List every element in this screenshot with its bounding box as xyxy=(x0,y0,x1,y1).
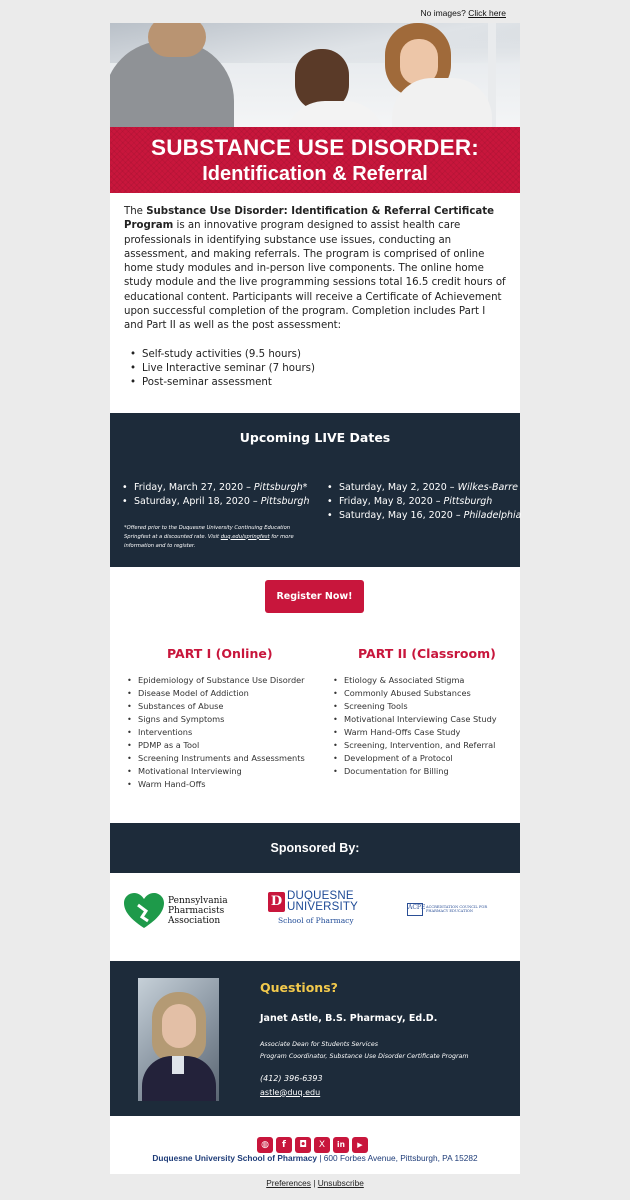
contact-phone: (412) 396-6393 xyxy=(260,1073,323,1083)
list-item: • Commonly Abused Substances xyxy=(333,687,497,700)
program-components-list xyxy=(124,348,506,391)
date-item: • Friday, May 8, 2020 – Pittsburgh xyxy=(327,495,522,509)
register-now-button[interactable]: Register Now! xyxy=(265,580,364,613)
social-icons xyxy=(257,1137,368,1153)
part-2-heading: PART II (Classroom) xyxy=(358,645,496,661)
part-2-topics xyxy=(333,674,497,778)
hero-image xyxy=(110,23,520,127)
list-item: • Disease Model of Addiction xyxy=(127,687,305,700)
footer-links: Preferences | Unsubscribe xyxy=(266,1178,364,1188)
view-online-link[interactable]: Click here xyxy=(468,8,506,18)
list-item: • Documentation for Billing xyxy=(333,765,497,778)
date-item: • Saturday, May 2, 2020 – Wilkes-Barre xyxy=(327,481,522,495)
x-twitter-icon[interactable]: X xyxy=(314,1137,330,1153)
duquesne-d-icon: D xyxy=(268,892,285,912)
part-1-heading: PART I (Online) xyxy=(167,645,273,661)
questions-heading: Questions? xyxy=(260,979,338,995)
program-name: Substance Use Disorder: Identification & Referral Certificate Program xyxy=(124,206,495,232)
date-item: • Saturday, April 18, 2020 – Pittsburgh xyxy=(122,495,309,509)
list-item: • Etiology & Associated Stigma xyxy=(333,674,497,687)
acpe-mark-icon: ACPE xyxy=(407,903,423,916)
dates-column-1 xyxy=(122,481,309,510)
footer-org: Duquesne University School of Pharmacy xyxy=(152,1153,318,1163)
live-dates-section xyxy=(110,413,520,567)
footer-address-text: | 600 Forbes Avenue, Pittsburgh, PA 15282 xyxy=(317,1153,478,1163)
dates-column-2 xyxy=(327,481,522,524)
list-item: • Screening Tools xyxy=(333,700,497,713)
live-dates-heading: Upcoming LIVE Dates xyxy=(239,429,391,445)
title-banner xyxy=(110,127,520,193)
list-item: • Epidemiology of Substance Use Disorder xyxy=(127,674,305,687)
duquesne-logo[interactable]: D DUQUESNE UNIVERSITY School of Pharmacy xyxy=(268,891,358,925)
banner-title: SUBSTANCE USE DISORDER: xyxy=(151,135,479,160)
preferences-link[interactable]: Preferences xyxy=(266,1178,311,1188)
banner-subtitle: Identification & Referral xyxy=(202,163,428,185)
preheader xyxy=(420,8,506,18)
list-item: • Screening Instruments and Assessments xyxy=(127,752,305,765)
list-item: • Motivational Interviewing Case Study xyxy=(333,713,497,726)
footer-address xyxy=(0,1153,630,1163)
sponsor-logos xyxy=(110,873,520,961)
linkedin-icon[interactable]: in xyxy=(333,1137,349,1153)
unsubscribe-link[interactable]: Unsubscribe xyxy=(317,1178,364,1188)
ppa-logo[interactable]: Pennsylvania Pharmacists Association xyxy=(124,893,228,929)
contact-photo xyxy=(138,978,219,1101)
contact-titles: Associate Dean for Students Services Program Coordinator, Substance Use Disorder Certificate Program xyxy=(260,1040,469,1061)
list-item: • Substances of Abuse xyxy=(127,700,305,713)
date-item: • Friday, March 27, 2020 – Pittsburgh* xyxy=(122,481,309,495)
list-item: • Interventions xyxy=(127,726,305,739)
sponsors-heading: Sponsored By: xyxy=(110,823,520,873)
list-item: • Signs and Symptoms xyxy=(127,713,305,726)
email-container xyxy=(110,23,520,1174)
instagram-icon[interactable]: ◘ xyxy=(295,1137,311,1153)
intro-paragraph: The Substance Use Disorder: Identification & Referral Certificate Program is an innovative program designed to assist health care professionals in identifying substance use issues, conducting an assessment, and making referrals. The program is comprised of online home study modules and in-person live components. The online home study module and the live programming sessions total 16.5 credit hours of educational content. Participants will receive a Certificate of Achievement upon successful completion of the program. Completion includes Part I and Part II as well as the post assessment: xyxy=(124,206,506,332)
no-images-text: No images? xyxy=(420,8,466,18)
list-item: • Screening, Intervention, and Referral xyxy=(333,739,497,752)
youtube-icon[interactable]: ▶ xyxy=(352,1137,368,1153)
acpe-logo[interactable]: ACPE ACCREDITATION COUNCIL FOR PHARMACY EDUCATION xyxy=(407,903,487,916)
list-item: • PDMP as a Tool xyxy=(127,739,305,752)
social-section xyxy=(110,1116,520,1174)
springfest-footnote: *Offered prior to the Duquesne University Continuing Education Springfest at a discounted rate. Visit duq.edu/springfest for more information and to register. xyxy=(124,524,294,549)
list-item: • Post-seminar assessment xyxy=(130,376,506,390)
list-item: • Development of a Protocol xyxy=(333,752,497,765)
ppa-heart-icon xyxy=(124,893,164,929)
contact-section xyxy=(110,961,520,1116)
contact-name: Janet Astle, B.S. Pharmacy, Ed.D. xyxy=(260,1012,438,1024)
contact-email-link[interactable]: astle@duq.edu xyxy=(260,1087,321,1097)
curriculum-section xyxy=(110,645,520,823)
part-1-topics xyxy=(127,674,305,791)
website-icon[interactable]: ◍ xyxy=(257,1137,273,1153)
date-item: • Saturday, May 16, 2020 – Philadelphia xyxy=(327,509,522,523)
list-item: • Warm Hand-Offs Case Study xyxy=(333,726,497,739)
register-section xyxy=(110,567,520,657)
springfest-link[interactable]: duq.edu/springfest xyxy=(220,533,270,540)
list-item: • Live Interactive seminar (7 hours) xyxy=(130,362,506,376)
facebook-icon[interactable]: f xyxy=(276,1137,292,1153)
list-item: • Motivational Interviewing xyxy=(127,765,305,778)
list-item: • Self-study activities (9.5 hours) xyxy=(130,348,506,362)
intro-section xyxy=(110,193,520,405)
list-item: • Warm Hand-Offs xyxy=(127,778,305,791)
